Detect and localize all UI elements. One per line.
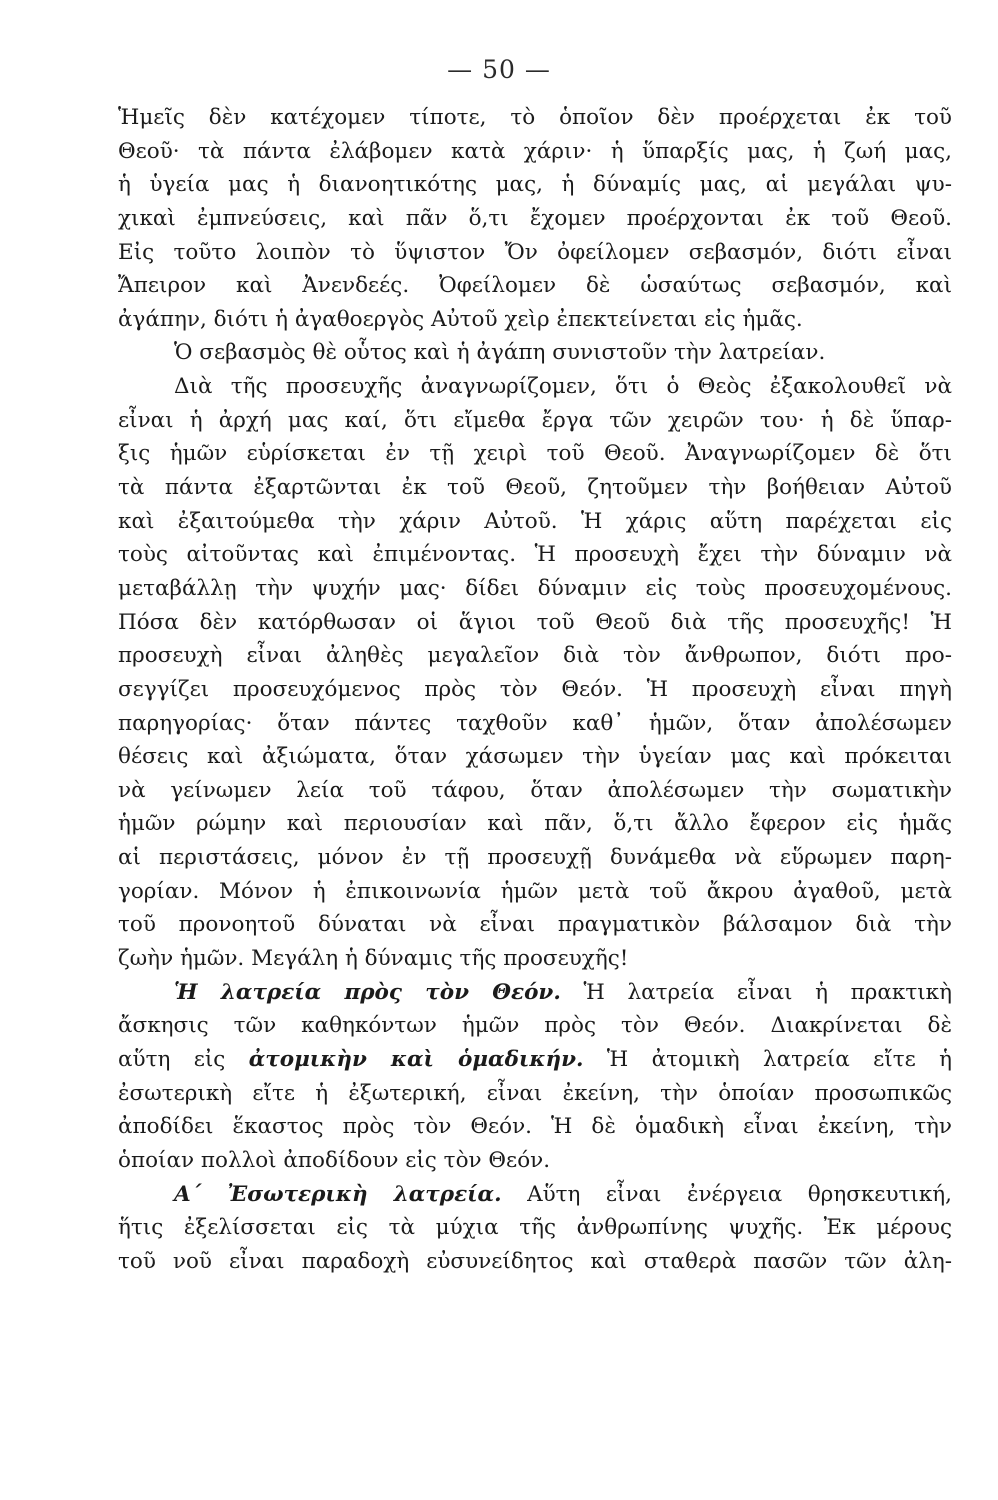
text-line: γορίαν. Μόνον ἡ ἐπικοινωνία ἡμῶν μετὰ τοῦ ἄκρου ἀγαθοῦ, μετὰ [118, 878, 952, 904]
text-line: Πόσα δὲν κατόρθωσαν οἱ ἅγιοι τοῦ Θεοῦ διὰ τῆς προσευχῆς! Ἡ [118, 609, 952, 635]
text-line: τοῦ προνοητοῦ δύναται νὰ εἶναι πραγματικὸν βάλσαμον διὰ τὴν [118, 912, 952, 938]
text-line: εἶναι ἡ ἀρχή μας καί, ὅτι εἴμεθα ἔργα τῶν χειρῶν του· ἡ δὲ ὕπαρ- [118, 407, 952, 433]
text-line: τὰ πάντα ἐξαρτῶνται ἐκ τοῦ Θεοῦ, ζητοῦμεν τὴν βοήθειαν Αὐτοῦ [118, 475, 952, 501]
text-line: καὶ ἐξαιτούμεθα τὴν χάριν Αὐτοῦ. Ἡ χάρις αὕτη παρέχεται εἰς [118, 508, 952, 534]
text-line: νὰ γείνωμεν λεία τοῦ τάφου, ὅταν ἀπολέσωμεν τὴν σωματικὴν [118, 777, 952, 803]
text-line: Εἰς τοῦτο λοιπὸν τὸ ὕψιστον Ὄν ὀφείλομεν σεβασμόν, διότι εἶναι [118, 239, 952, 265]
text-line: ἀγάπην, διότι ἡ ἀγαθοεργὸς Αὐτοῦ χεὶρ ἐπεκτείνεται εἰς ἡμᾶς. [118, 306, 803, 332]
text-line: θέσεις καὶ ἀξιώματα, ὅταν χάσωμεν τὴν ὑγείαν μας καὶ πρόκειται [118, 744, 952, 770]
page-number: — 50 — [447, 55, 551, 84]
section-heading-internal: Α΄ Ἐσωτερικὴ λατρεία. [174, 1181, 502, 1207]
text-line: τοὺς αἰτοῦντας καὶ ἐπιμένοντας. Ἡ προσευχὴ ἔχει τὴν δύναμιν νὰ [118, 542, 952, 568]
text-line: ξις ἡμῶν εὑρίσκεται ἐν τῇ χειρὶ τοῦ Θεοῦ. Ἀναγνωρίζομεν δὲ ὅτι [118, 441, 952, 467]
text-segment: αὕτη εἰς [118, 1046, 226, 1072]
text-line: ζωὴν ἡμῶν. Μεγάλη ἡ δύναμις τῆς προσευχῆς! [118, 946, 629, 972]
section-latreia-line [118, 976, 952, 1010]
text-line: ὁποίαν πολλοὶ ἀποδίδουν εἰς τὸν Θεόν. [118, 1147, 551, 1173]
page-body [118, 101, 952, 1278]
text-line: παρηγορίας· ὅταν πάντες ταχθοῦν καθ᾽ ἡμῶν, ὅταν ἀπολέσωμεν [118, 710, 952, 736]
section-latreia-line [118, 1043, 952, 1077]
text-line: σεγγίζει προσευχόμενος πρὸς τὸν Θεόν. Ἡ προσευχὴ εἶναι πηγὴ [118, 676, 952, 702]
text-line: Ὁ σεβασμὸς θὲ οὗτος καὶ ἡ ἀγάπη συνιστοῦν τὴν λατρείαν. [174, 340, 826, 366]
text-line: χικαὶ ἐμπνεύσεις, καὶ πᾶν ὅ,τι ἔχομεν προέρχονται ἐκ τοῦ Θεοῦ. [118, 205, 952, 231]
text-line: Διὰ τῆς προσευχῆς ἀναγνωρίζομεν, ὅτι ὁ Θεὸς ἐξακολουθεῖ νὰ [174, 374, 952, 400]
emphasis-text: ἀτομικὴν καὶ ὁμαδικήν. [248, 1046, 584, 1072]
text-segment: Αὕτη εἶναι ἐνέργεια θρησκευτική, [527, 1181, 952, 1207]
text-line: ἡ ὑγεία μας ἡ διανοητικότης μας, ἡ δύναμίς μας, αἱ μεγάλαι ψυ- [118, 172, 952, 198]
text-line: τοῦ νοῦ εἶναι παραδοχὴ εὐσυνείδητος καὶ σταθερὰ πασῶν τῶν ἀλη- [118, 1248, 952, 1274]
text-line: ἡμῶν ρώμην καὶ περιουσίαν καὶ πᾶν, ὅ,τι ἄλλο ἔφερον εἰς ἡμᾶς [118, 811, 952, 837]
text-line: Ἡμεῖς δὲν κατέχομεν τίποτε, τὸ ὁποῖον δὲν προέρχεται ἐκ τοῦ [118, 105, 952, 130]
text-line: ἐσωτερικὴ εἴτε ἡ ἐξωτερική, εἶναι ἐκείνη, τὴν ὁποίαν προσωπικῶς [118, 1080, 952, 1106]
text-segment: Ἡ ἀτομικὴ λατρεία εἴτε ἡ [606, 1046, 952, 1072]
text-line: αἱ περιστάσεις, μόνον ἐν τῇ προσευχῇ δυνάμεθα νὰ εὕρωμεν παρη- [118, 845, 952, 871]
text-line: ἥτις ἐξελίσσεται εἰς τὰ μύχια τῆς ἀνθρωπίνης ψυχῆς. Ἐκ μέρους [118, 1215, 952, 1241]
text-line: Θεοῦ· τὰ πάντα ἐλάβομεν κατὰ χάριν· ἡ ὕπαρξίς μας, ἡ ζωή μας, [118, 138, 952, 164]
text-segment: Ἡ λατρεία εἶναι ἡ πρακτικὴ [583, 979, 952, 1005]
text-line: Ἄπειρον καὶ Ἀνενδεές. Ὀφείλομεν δὲ ὡσαύτως σεβασμόν, καὶ [118, 273, 952, 299]
text-line: ἀποδίδει ἕκαστος πρὸς τὸν Θεόν. Ἡ δὲ ὁμαδικὴ εἶναι ἐκείνη, τὴν [118, 1114, 952, 1140]
section-heading-latreia: Ἡ λατρεία πρὸς τὸν Θεόν. [174, 979, 561, 1005]
section-internal-line [118, 1178, 952, 1212]
text-line: ἄσκησις τῶν καθηκόντων ἡμῶν πρὸς τὸν Θεόν. Διακρίνεται δὲ [118, 1013, 952, 1039]
text-line: προσευχὴ εἶναι ἀληθὲς μεγαλεῖον διὰ τὸν ἄνθρωπον, διότι προ- [118, 643, 952, 669]
text-line: μεταβάλλῃ τὴν ψυχήν μας· δίδει δύναμιν εἰς τοὺς προσευχομένους. [118, 575, 952, 601]
